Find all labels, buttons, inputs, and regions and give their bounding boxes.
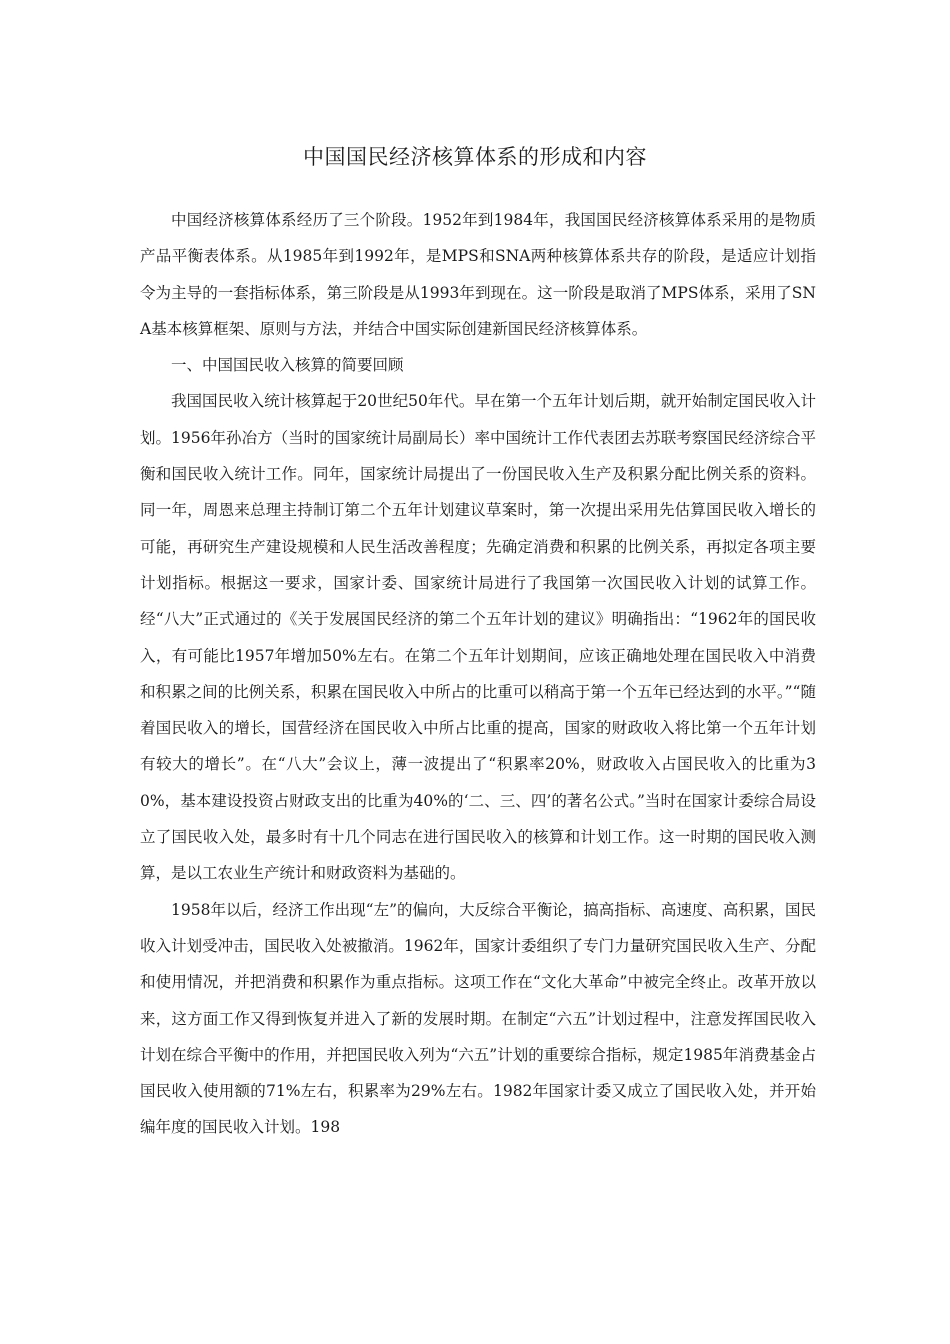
document-body — [140, 202, 816, 1146]
paragraph-intro: 中国经济核算体系经历了三个阶段。1952年到1984年，我国国民经济核算体系采用的是物质产品平衡表体系。从1985年到1992年，是MPS和SNA两种核算体系共存的阶段，是适应计划指令为主导的一套指标体系，第三阶段是从1993年到现在。这一阶段是取消了MPS体系，采用了SNA基本核算框架、原则与方法，并结合中国实际创建新国民经济核算体系。 — [140, 211, 816, 338]
paragraph-after-1958: 1958年以后，经济工作出现“左”的偏向，大反综合平衡论，搞高指标、高速度、高积累，国民收入计划受冲击，国民收入处被撤消。1962年，国家计委组织了专门力量研究国民收入生产、分配和使用情况，并把消费和积累作为重点指标。这项工作在“文化大革命”中被完全终止。改革开放以来，这方面工作又得到恢复并进入了新的发展时期。在制定“六五”计划过程中，注意发挥国民收入计划在综合平衡中的作用，并把国民收入列为“六五”计划的重要综合指标，规定1985年消费基金占国民收入使用额的71%左右，积累率为29%左右。1982年国家计委又成立了国民收入处，并开始编年度的国民收入计划。198 — [140, 900, 816, 1137]
section-heading: 一、中国国民收入核算的简要回顾 — [171, 356, 404, 375]
page-title: 中国国民经济核算体系的形成和内容 — [303, 145, 647, 169]
paragraph-history: 我国国民收入统计核算起于20世纪50年代。早在第一个五年计划后期，就开始制定国民收入计划。1956年孙冶方（当时的国家统计局副局长）率中国统计工作代表团去苏联考察国民经济综合平衡和国民收入统计工作。同年，国家统计局提出了一份国民收入生产及积累分配比例关系的资料。同一年，周恩来总理主持制订第二个五年计划建议草案时，第一次提出采用先估算国民收入增长的可能，再研究生产建设规模和人民生活改善程度；先确定消费和积累的比例关系，再拟定各项主要计划指标。根据这一要求，国家计委、国家统计局进行了我国第一次国民收入计划的试算工作。经“八大”正式通过的《关于发展国民经济的第二个五年计划的建议》明确指出：“1962年的国民收入，有可能比1957年增加50%左右。在第二个五年计划期间，应该正确地处理在国民收入中消费和积累之间的比例关系，积累在国民收入中所占的比重可以稍高于第一个五年已经达到的水平。”“随着国民收入的增长，国营经济在国民收入中所占比重的提高，国家的财政收入将比第一个五年计划有较大的增长”。在“八大”会议上，薄一波提出了“积累率20%，财政收入占国民收入的比重为30%，基本建设投资占财政支出的比重为40%的‘二、三、四’的著名公式。”当时在国家计委综合局设立了国民收入处，最多时有十几个同志在进行国民收入的核算和计划工作。这一时期的国民收入测算，是以工农业生产统计和财政资料为基础的。 — [140, 392, 816, 883]
